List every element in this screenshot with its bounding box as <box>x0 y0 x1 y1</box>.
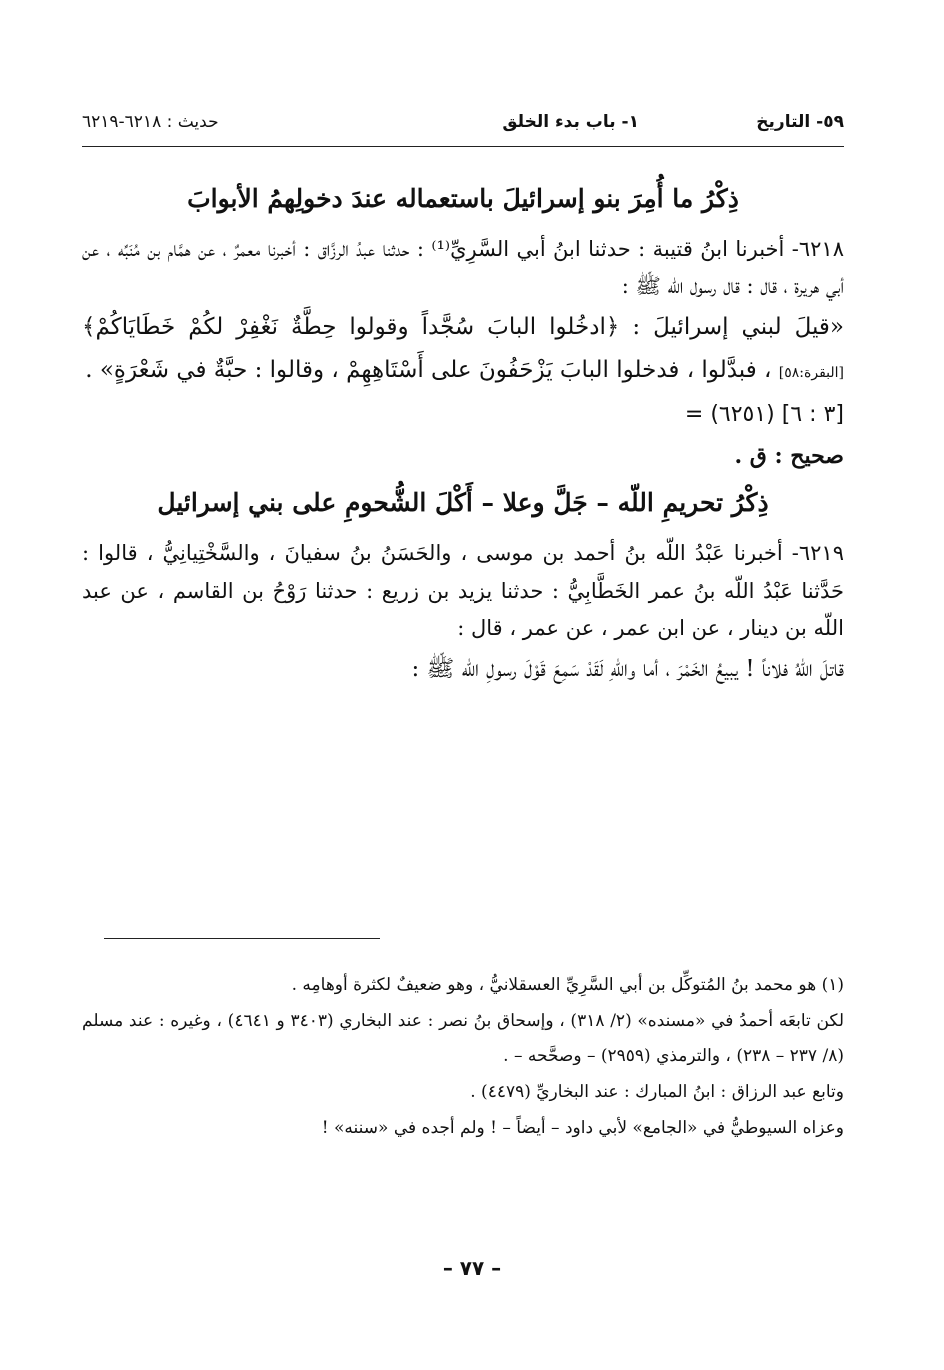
running-header <box>82 112 844 142</box>
page-number: – ٧٧ – <box>442 1256 502 1280</box>
hadith-6218-chain: ٦٢١٨- أخبرنا ابنُ قتيبة : حدثنا ابنُ أبي السَّرِيِّ⁽¹⁾ : حدثنا عبدُ الرزَّاق : أخبرنا معمرٌ ، عن همَّام بن مُنَبِّه ، عن أبي هريرة ، قال : قال رسول اللّه ﷺ : <box>82 236 844 299</box>
grade-label: صحيح : ق . <box>734 442 844 469</box>
hadith-6218-text <box>82 306 844 391</box>
cross-reference: = (٦٢٥١) [٣ : ٦] <box>684 402 844 428</box>
footnote-rule <box>104 938 380 939</box>
hadith-6219-chain: ٦٢١٩- أخبرنا عَبْدُ اللّه بنُ أحمد بن موسى ، والحَسَنُ بنُ سفيانَ ، والسَّخْتِيانِيُّ ، قالوا : حَدَّثنا عَبْدُ اللّه بنُ عمر الخَطَّابِيُّ : حدثنا يزيد بن زريع : حدثنا رَوْحُ بن القاسم ، عن عبد اللّه بن دينار ، عن ابن عمر ، عن عمر ، قال : <box>82 540 844 641</box>
footnote-1-cont3: وعزاه السيوطيُّ في «الجامع» لأبي داود – أيضاً – ! ولم أجده في «سننه» ! <box>321 1117 844 1138</box>
hadith-6218-quote: «قيلَ لبني إسرائيلَ : ﴿ادخُلوا البابَ سُجَّداً وقولوا حِطَّةٌ نَغْفِرْ لكُمْ خَطَايَاكُمْ﴾ <box>82 314 844 341</box>
main-text <box>82 172 844 691</box>
footnote-1-cont2: وتابع عبد الرزاق : ابنُ المبارك : عند البخاريِّ (٤٤٧٩) . <box>470 1082 844 1103</box>
quran-reference: [البقرة:٥٨] <box>778 364 844 381</box>
section-title-2: ذِكْرُ تحريمِ اللّه – جَلَّ وعلا – أَكْلَ الشُّحومِ على بني إسرائيل <box>157 488 769 518</box>
header-hadith-range: حديث : ٦٢١٨-٦٢١٩ <box>82 112 219 132</box>
footnote-1-cont: لكن تابعَه أحمدُ في «مسنده» (٢/ ٣١٨) ، وإسحاق بنُ نصر : عند البخاري (٣٤٠٣ و ٤٦٤١) ، وغيره : عند مسلم (٨/ ٢٣٧ – ٢٣٨) ، والترمذي (٢٩٥٩) – وصحَّحه – . <box>82 1010 844 1067</box>
header-chapter: ٥٩- التاريخ <box>756 112 844 132</box>
section-title-1: ذِكْرُ ما أُمِرَ بنو إسرائيلَ باستعماله عندَ دخولِهمُ الأبوابَ <box>187 184 739 213</box>
hadith-6219-text: قاتلَ اللّهُ فلاناً ! يبيعُ الخَمْرَ ، أما واللّهِ لَقَدْ سَمِعَ قَوْلَ رسولِ اللّه ﷺ : <box>411 656 844 683</box>
header-rule <box>82 146 844 147</box>
footnote-1: (١) هو محمد بنُ المُتوكِّل بن أبي السَّرِيِّ العسقلانيُّ ، وهو ضعيفٌ لكثرة أوهامِه . <box>291 975 844 995</box>
footnotes <box>82 968 844 1146</box>
header-section: ١- باب بدء الخلق <box>502 112 639 132</box>
hadith-6218-quote-cont: ، فبدَّلوا ، فدخلوا البابَ يَزْحَفُونَ على أَسْتَاهِهِمْ ، وقالوا : حبَّةٌ في شَعْرَةٍ» . <box>85 356 772 383</box>
